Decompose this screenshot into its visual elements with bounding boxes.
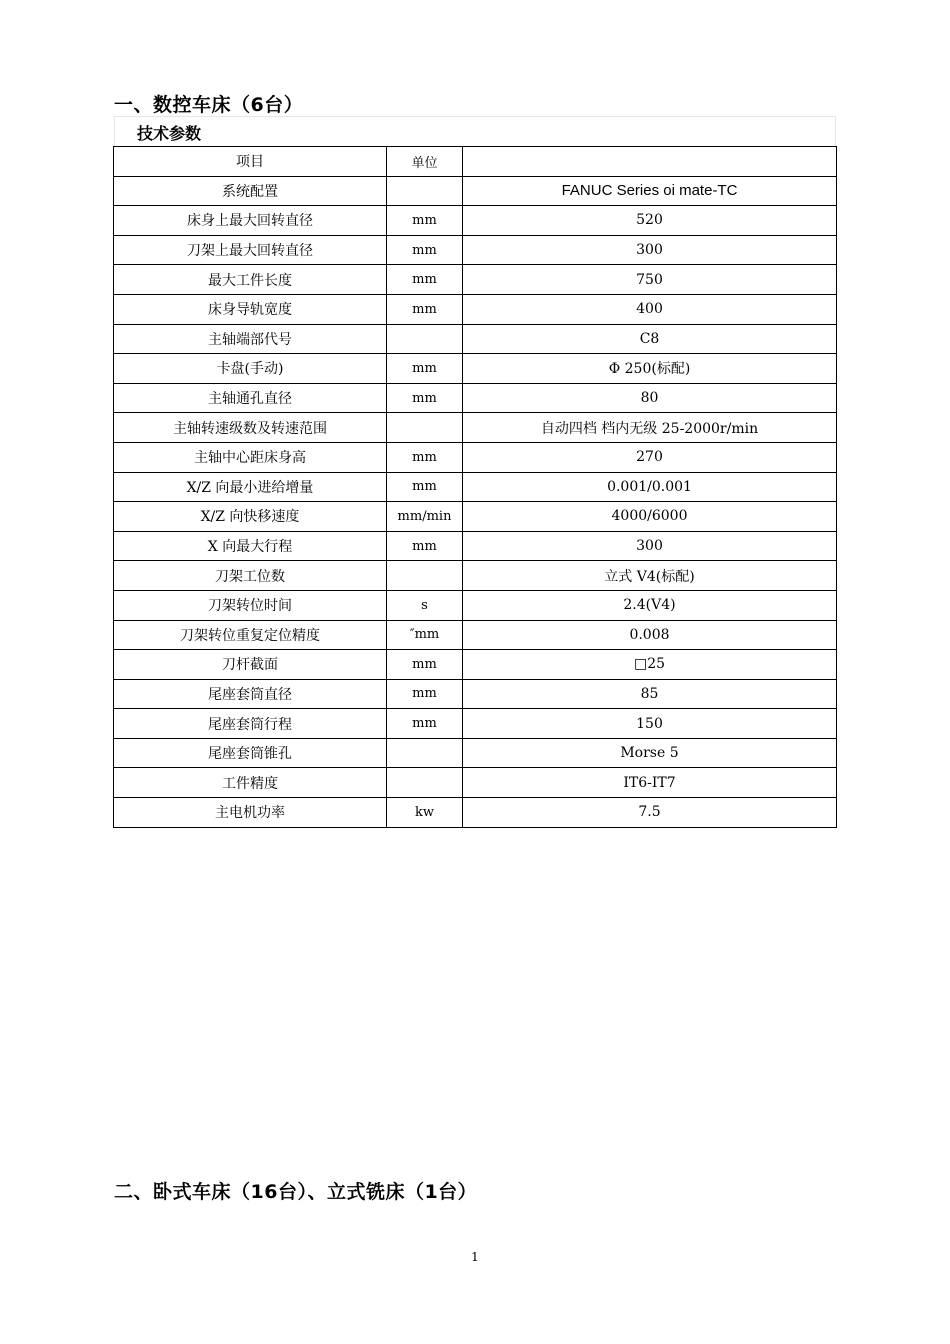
table-row bbox=[114, 176, 837, 206]
cell-value: IT6-IT7 bbox=[463, 768, 837, 798]
cell-item: 刀架转位时间 bbox=[114, 590, 387, 620]
cell-value: Morse 5 bbox=[463, 738, 837, 768]
cell-unit: s bbox=[387, 590, 463, 620]
cell-item: 刀架转位重复定位精度 bbox=[114, 620, 387, 650]
cell-value: 4000/6000 bbox=[463, 502, 837, 532]
cell-item: 床身导轨宽度 bbox=[114, 294, 387, 324]
cell-unit bbox=[387, 738, 463, 768]
table-row bbox=[114, 531, 837, 561]
table-row bbox=[114, 798, 837, 828]
cell-value: C8 bbox=[463, 324, 837, 354]
cell-value: 300 bbox=[463, 235, 837, 265]
cell-value: 520 bbox=[463, 206, 837, 236]
header-item: 项目 bbox=[114, 147, 387, 177]
cell-unit bbox=[387, 176, 463, 206]
cell-unit bbox=[387, 768, 463, 798]
table-row bbox=[114, 561, 837, 591]
cell-item: 最大工件长度 bbox=[114, 265, 387, 295]
table-row bbox=[114, 294, 837, 324]
table-row bbox=[114, 206, 837, 236]
table-row bbox=[114, 709, 837, 739]
cell-unit: mm bbox=[387, 650, 463, 680]
cell-unit bbox=[387, 413, 463, 443]
cell-item: 刀杆截面 bbox=[114, 650, 387, 680]
table-row bbox=[114, 679, 837, 709]
header-value bbox=[463, 147, 837, 177]
cell-item: 尾座套筒行程 bbox=[114, 709, 387, 739]
cell-unit: mm bbox=[387, 442, 463, 472]
cell-item: 系统配置 bbox=[114, 176, 387, 206]
cell-value: □25 bbox=[463, 650, 837, 680]
cell-item: 卡盘(手动) bbox=[114, 354, 387, 384]
cell-unit: mm bbox=[387, 679, 463, 709]
table-row bbox=[114, 413, 837, 443]
cell-value: 300 bbox=[463, 531, 837, 561]
cell-value: 立式 V4(标配) bbox=[463, 561, 837, 591]
cell-value: 2.4(V4) bbox=[463, 590, 837, 620]
cell-value: 400 bbox=[463, 294, 837, 324]
cell-unit: mm bbox=[387, 265, 463, 295]
cell-value: 自动四档 档内无级 25-2000r/min bbox=[463, 413, 837, 443]
cell-unit: mm bbox=[387, 206, 463, 236]
table-row bbox=[114, 620, 837, 650]
cell-unit: mm bbox=[387, 472, 463, 502]
spec-subtitle-bar bbox=[114, 116, 836, 146]
table-row bbox=[114, 502, 837, 532]
cell-value: 7.5 bbox=[463, 798, 837, 828]
cell-unit bbox=[387, 324, 463, 354]
cell-value: FANUC Series oi mate-TC bbox=[463, 176, 837, 206]
cell-unit: mm bbox=[387, 354, 463, 384]
cell-item: 刀架上最大回转直径 bbox=[114, 235, 387, 265]
cell-value: 0.008 bbox=[463, 620, 837, 650]
page-number: 1 bbox=[471, 1250, 479, 1264]
section-2-title: 二、卧式车床（16台）、立式铣床（1台） bbox=[114, 1181, 478, 1203]
cell-item: 尾座套筒锥孔 bbox=[114, 738, 387, 768]
cell-unit: mm bbox=[387, 294, 463, 324]
table-row bbox=[114, 265, 837, 295]
table-row bbox=[114, 324, 837, 354]
cell-unit: mm bbox=[387, 383, 463, 413]
cell-value: 0.001/0.001 bbox=[463, 472, 837, 502]
cell-value: 750 bbox=[463, 265, 837, 295]
cell-item: 主轴转速级数及转速范围 bbox=[114, 413, 387, 443]
header-unit: 单位 bbox=[387, 147, 463, 177]
table-row bbox=[114, 768, 837, 798]
cell-unit: ″mm bbox=[387, 620, 463, 650]
cell-unit bbox=[387, 561, 463, 591]
cell-value: 85 bbox=[463, 679, 837, 709]
cell-value: 80 bbox=[463, 383, 837, 413]
table-row bbox=[114, 235, 837, 265]
cell-unit: mm bbox=[387, 709, 463, 739]
cell-unit: mm bbox=[387, 235, 463, 265]
cell-value: 270 bbox=[463, 442, 837, 472]
table-row bbox=[114, 590, 837, 620]
table-row bbox=[114, 354, 837, 384]
table-row bbox=[114, 472, 837, 502]
cell-item: 主轴端部代号 bbox=[114, 324, 387, 354]
cell-unit: mm/min bbox=[387, 502, 463, 532]
cell-item: 主轴中心距床身高 bbox=[114, 442, 387, 472]
table-header-row bbox=[114, 147, 837, 177]
cell-item: 主轴通孔直径 bbox=[114, 383, 387, 413]
spec-table bbox=[113, 146, 837, 828]
cell-item: 床身上最大回转直径 bbox=[114, 206, 387, 236]
table-row bbox=[114, 383, 837, 413]
table-row bbox=[114, 650, 837, 680]
cell-unit: kw bbox=[387, 798, 463, 828]
cell-item: 主电机功率 bbox=[114, 798, 387, 828]
cell-item: X/Z 向最小进给增量 bbox=[114, 472, 387, 502]
table-row bbox=[114, 738, 837, 768]
cell-value: 150 bbox=[463, 709, 837, 739]
cell-unit: mm bbox=[387, 531, 463, 561]
cell-item: X/Z 向快移速度 bbox=[114, 502, 387, 532]
cell-value: Φ 250(标配) bbox=[463, 354, 837, 384]
table-row bbox=[114, 442, 837, 472]
cell-item: X 向最大行程 bbox=[114, 531, 387, 561]
cell-item: 尾座套筒直径 bbox=[114, 679, 387, 709]
section-1-title: 一、数控车床（6台） bbox=[114, 94, 304, 116]
cell-item: 刀架工位数 bbox=[114, 561, 387, 591]
cell-item: 工件精度 bbox=[114, 768, 387, 798]
spec-subtitle: 技术参数 bbox=[137, 124, 202, 143]
